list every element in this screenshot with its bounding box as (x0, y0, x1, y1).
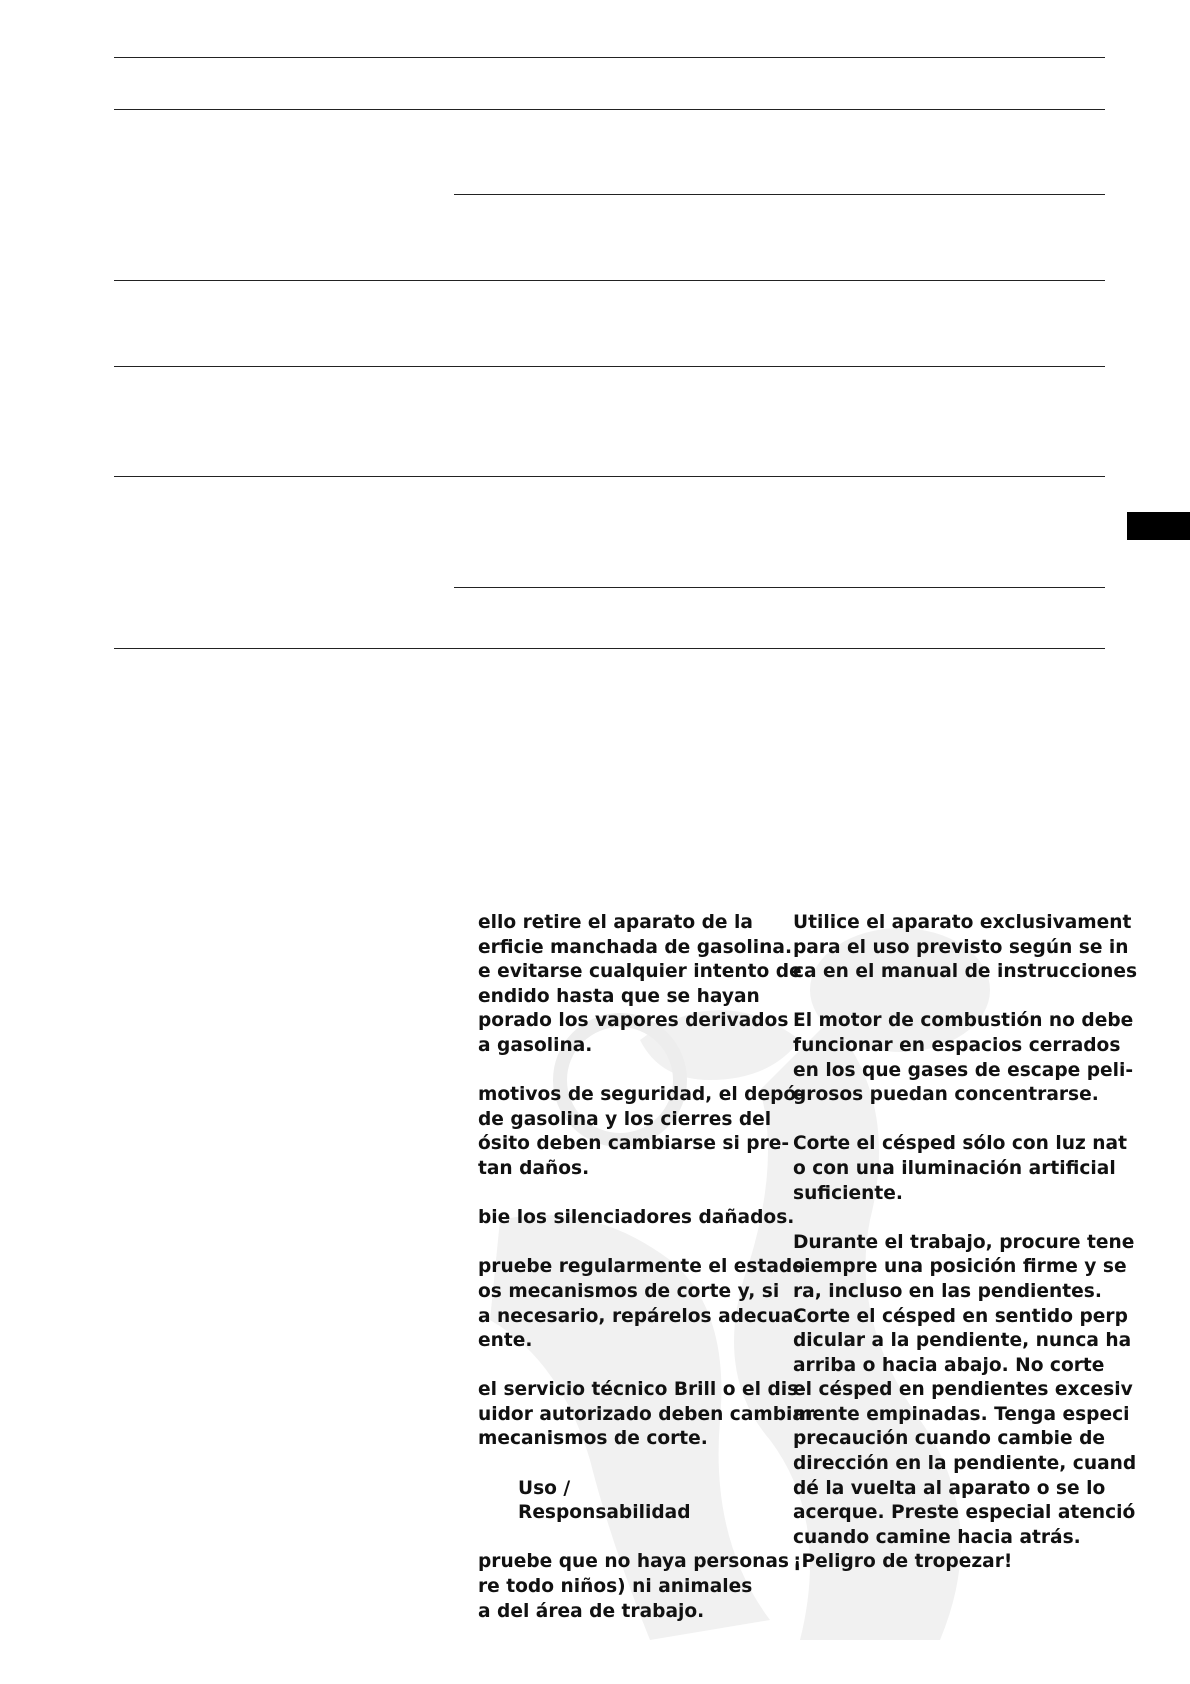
section-heading: Responsabilidad (518, 1502, 691, 1524)
text-line: Durante el trabajo, procure tene (793, 1231, 1135, 1253)
text-line: siempre una posición firme y se (793, 1256, 1127, 1278)
text-line: o con una iluminación artificial (793, 1157, 1116, 1179)
text-line: ra, incluso en las pendientes. (793, 1280, 1102, 1302)
text-line: ca en el manual de instrucciones (793, 961, 1138, 983)
text-line: erficie manchada de gasolina. (478, 936, 793, 958)
text-line: mecanismos de corte. (478, 1428, 708, 1450)
text-line: pruebe regularmente el estado (478, 1256, 805, 1278)
text-line: pruebe que no haya personas (478, 1551, 789, 1573)
text-line: Corte el césped en sentido perp (793, 1305, 1128, 1327)
table-rule (114, 476, 1105, 477)
table-rule (454, 587, 1105, 588)
page-tab-marker (1127, 512, 1190, 540)
text-line: endido hasta que se hayan (478, 985, 760, 1007)
text-line: de gasolina y los cierres del (478, 1108, 772, 1130)
text-line: ello retire el aparato de la (478, 912, 753, 933)
text-line: ósito deben cambiarse si pre- (478, 1133, 790, 1155)
text-line: grosos puedan concentrarse. (793, 1084, 1099, 1106)
text-line: os mecanismos de corte y, si (478, 1280, 780, 1302)
text-line: a gasolina. (478, 1034, 593, 1056)
text-line: dé la vuelta al aparato o se lo (793, 1477, 1106, 1499)
table-rule (114, 280, 1105, 281)
text-line: ente. (478, 1330, 533, 1352)
table-rule (114, 648, 1105, 649)
text-line: a necesario, repárelos adecua- (478, 1305, 802, 1327)
table-rule (454, 194, 1105, 195)
text-line: arriba o hacia abajo. No corte (793, 1354, 1105, 1376)
section-heading: Uso / (518, 1477, 571, 1499)
text-line: el césped en pendientes excesiv (793, 1379, 1133, 1401)
table-rule (114, 57, 1105, 58)
text-line: motivos de seguridad, el depó- (478, 1084, 804, 1106)
text-line: cuando camine hacia atrás. (793, 1526, 1081, 1548)
text-line: Utilice el aparato exclusivament (793, 912, 1132, 933)
text-line: uidor autorizado deben cambiar (478, 1403, 815, 1425)
text-line: dicular a la pendiente, nunca ha (793, 1330, 1132, 1352)
text-line: tan daños. (478, 1157, 590, 1179)
text-line: re todo niños) ni animales (478, 1576, 753, 1598)
text-line: funcionar en espacios cerrados (793, 1034, 1121, 1056)
text-line: porado los vapores derivados (478, 1010, 789, 1032)
text-line: acerque. Preste especial atenció (793, 1502, 1136, 1524)
text-line: mente empinadas. Tenga especi (793, 1403, 1130, 1425)
text-line: a del área de trabajo. (478, 1600, 705, 1622)
text-line: bie los silenciadores dañados. (478, 1207, 795, 1229)
text-line: ¡Peligro de tropezar! (793, 1551, 1013, 1573)
text-line: e evitarse cualquier intento de (478, 961, 802, 983)
table-rule (114, 366, 1105, 367)
text-line: para el uso previsto según se in (793, 936, 1129, 958)
table-rule (114, 109, 1105, 110)
right-text-column (793, 911, 1137, 1575)
text-line: suficiente. (793, 1182, 903, 1204)
text-line: precaución cuando cambie de (793, 1428, 1106, 1450)
text-line: dirección en la pendiente, cuand (793, 1453, 1137, 1475)
text-line: El motor de combustión no debe (793, 1010, 1134, 1032)
text-line: Corte el césped sólo con luz nat (793, 1133, 1127, 1155)
left-text-column (478, 911, 814, 1624)
text-line: el servicio técnico Brill o el dis- (478, 1379, 806, 1401)
text-line: en los que gases de escape peli- (793, 1059, 1134, 1081)
